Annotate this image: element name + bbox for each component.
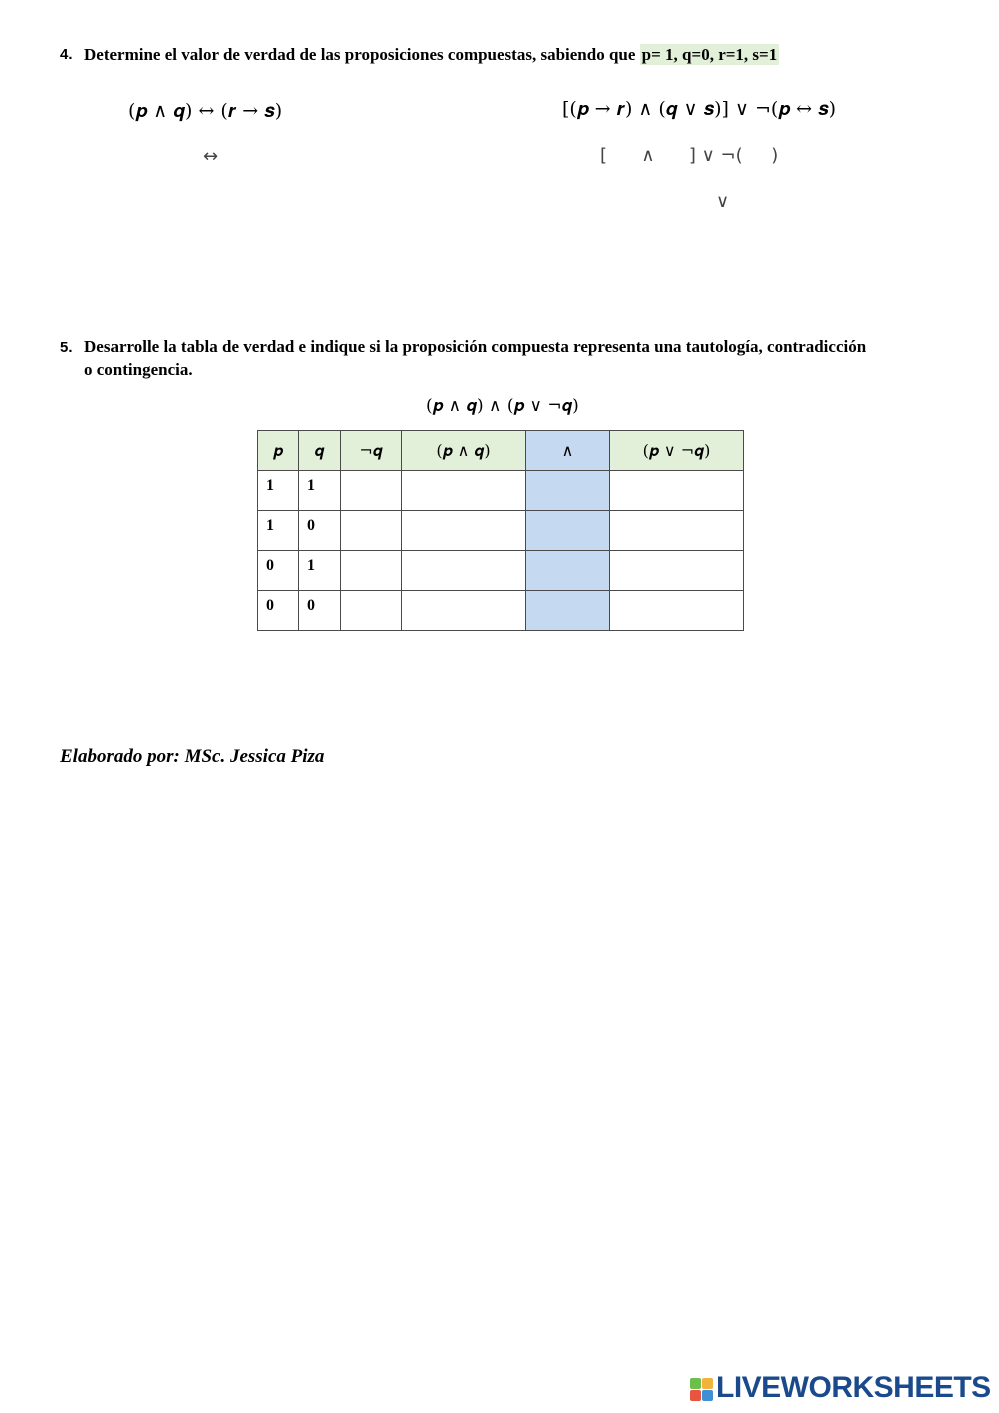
header-q: 𝒒: [299, 431, 341, 471]
question-4-number: 4.: [60, 46, 73, 63]
answer-step-right-2: ∨: [716, 191, 730, 212]
cell-p-and-q-input[interactable]: [402, 471, 526, 511]
header-and: ∧: [526, 431, 610, 471]
logo-mark-icon: [690, 1378, 713, 1401]
question-5-text-line1: Desarrolle la tabla de verdad e indique si la proposición compuesta representa una tautología, contradicción: [84, 337, 867, 356]
cell-and-input[interactable]: [526, 551, 610, 591]
table-row: [258, 551, 744, 591]
liveworksheets-logo: [690, 1371, 991, 1405]
cell-not-q-input[interactable]: [341, 471, 402, 511]
header-p-or-not-q: (𝒑 ∨ ¬𝒒): [610, 431, 744, 471]
cell-and-input[interactable]: [526, 471, 610, 511]
cell-q: 0: [299, 511, 341, 551]
truth-table: [257, 430, 744, 631]
table-row: [258, 471, 744, 511]
cell-not-q-input[interactable]: [341, 591, 402, 631]
table-row: [258, 511, 744, 551]
table-row: [258, 591, 744, 631]
cell-not-q-input[interactable]: [341, 511, 402, 551]
question-5-number: 5.: [60, 339, 73, 356]
question-5-text-line2: o contingencia.: [84, 360, 193, 379]
cell-and-input[interactable]: [526, 511, 610, 551]
cell-q: 1: [299, 551, 341, 591]
cell-p-or-not-q-input[interactable]: [610, 511, 744, 551]
cell-p-and-q-input[interactable]: [402, 591, 526, 631]
question-4-text: [84, 43, 779, 66]
table-header-row: [258, 431, 744, 471]
answer-step-left: ↔: [203, 146, 219, 167]
cell-p-and-q-input[interactable]: [402, 551, 526, 591]
cell-p-or-not-q-input[interactable]: [610, 551, 744, 591]
cell-p-or-not-q-input[interactable]: [610, 591, 744, 631]
header-p-and-q: (𝒑 ∧ 𝒒): [402, 431, 526, 471]
expression-right: [(𝒑 → 𝒓) ∧ (𝒒 ∨ 𝒔)] ∨ ¬(𝒑 ↔ 𝒔): [562, 98, 837, 120]
answer-step-right-1: [ ∧ ] ∨ ¬( ): [600, 145, 779, 166]
cell-q: 1: [299, 471, 341, 511]
cell-p-or-not-q-input[interactable]: [610, 471, 744, 511]
header-not-q: ¬𝒒: [341, 431, 402, 471]
cell-p-and-q-input[interactable]: [402, 511, 526, 551]
cell-not-q-input[interactable]: [341, 551, 402, 591]
cell-q: 0: [299, 591, 341, 631]
cell-p: 1: [258, 471, 299, 511]
cell-p: 1: [258, 511, 299, 551]
question-4-prompt: Determine el valor de verdad de las proposiciones compuestas, sabiendo que: [84, 45, 636, 64]
question-4-values: p= 1, q=0, r=1, s=1: [641, 45, 778, 64]
cell-and-input[interactable]: [526, 591, 610, 631]
expression-left: (𝒑 ∧ 𝒒) ↔ (𝒓 → 𝒔): [128, 100, 283, 122]
author-credit: Elaborado por: MSc. Jessica Piza: [60, 746, 325, 767]
cell-p: 0: [258, 591, 299, 631]
cell-p: 0: [258, 551, 299, 591]
logo-text: LIVEWORKSHEETS: [716, 1371, 991, 1404]
header-p: 𝒑: [258, 431, 299, 471]
table-expression: (𝒑 ∧ 𝒒) ∧ (𝒑 ∨ ¬𝒒): [426, 396, 579, 416]
